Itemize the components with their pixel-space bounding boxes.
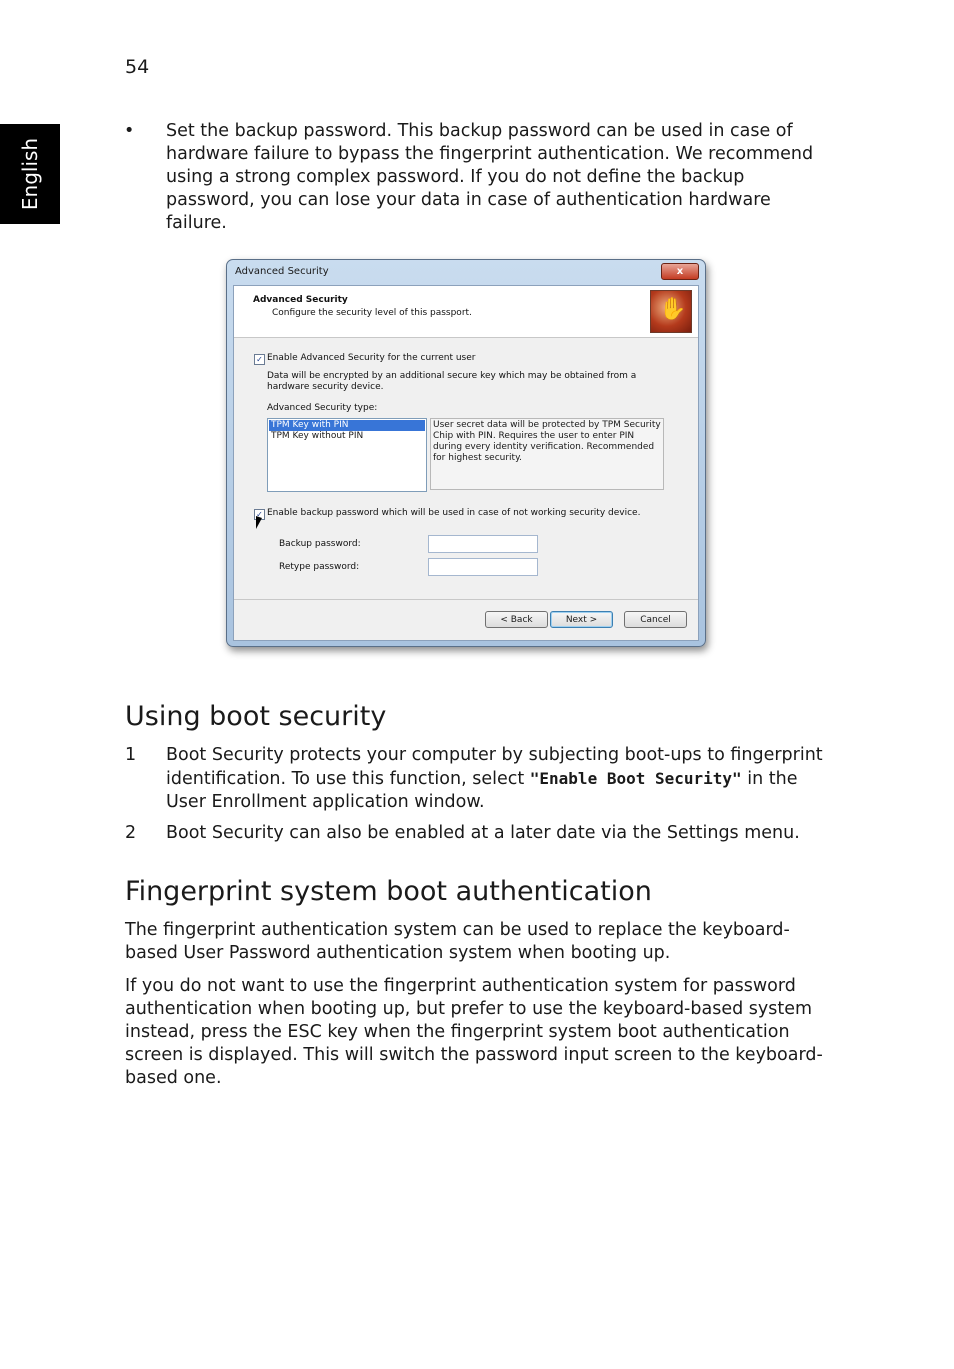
- fingerprint-paragraph-2: If you do not want to use the fingerprint authentication system for password authentication when booting up, but prefer to use the keyboard-based system instead, press the ESC key when the fingerprint system boot authentication screen is displayed. This will switch the password input screen to the keyboard-based one.: [125, 976, 823, 1088]
- boot-security-item-2: Boot Security can also be enabled at a later date via the Settings menu.: [166, 823, 800, 843]
- hand-icon: ✋: [659, 297, 687, 322]
- boot-security-heading: Using boot security: [125, 701, 387, 732]
- next-button[interactable]: Next >: [550, 611, 613, 628]
- mouse-pointer-icon: [256, 516, 262, 529]
- retype-password-label: Retype password:: [279, 562, 360, 572]
- fingerprint-paragraph-1: The fingerprint authentication system can be used to replace the keyboard-based User Password authentication system when booting up.: [125, 920, 790, 963]
- enable-advanced-checkbox[interactable]: [254, 354, 265, 365]
- list-item[interactable]: TPM Key with PIN: [269, 420, 425, 431]
- cancel-button[interactable]: Cancel: [624, 611, 687, 628]
- encryption-note: Data will be encrypted by an additional secure key which may be obtained from a hardware security device.: [267, 371, 637, 392]
- footer-divider: [234, 599, 698, 600]
- header-subtitle: Configure the security level of this passport.: [272, 308, 472, 318]
- security-type-label: Advanced Security type:: [267, 403, 378, 413]
- advanced-security-dialog: [226, 259, 706, 647]
- retype-password-input[interactable]: [428, 558, 538, 576]
- list-item[interactable]: TPM Key without PIN: [271, 431, 364, 441]
- page-number: 54: [125, 56, 150, 78]
- menu-option-reference: "Enable Boot Security": [529, 769, 742, 788]
- boot-security-item-1: [166, 744, 826, 814]
- fingerprint-boot-heading: Fingerprint system boot authentication: [125, 876, 652, 907]
- language-tab: [0, 124, 60, 224]
- bullet-text: Set the backup password. This backup password can be used in case of hardware failure to bypass the fingerprint authentication. We recommend using a strong complex password. If you do not define the backup password, you can lose your data in case of authentication hardware failure.: [166, 121, 814, 233]
- back-button[interactable]: < Back: [485, 611, 548, 628]
- close-icon: x: [676, 266, 684, 277]
- header-title: Advanced Security: [253, 295, 348, 305]
- backup-password-input[interactable]: [428, 535, 538, 553]
- list-number: 1: [125, 745, 137, 765]
- dialog-client-area: [233, 285, 699, 641]
- list-number: 2: [125, 823, 137, 843]
- security-type-description: User secret data will be protected by TPM Security Chip with PIN. Requires the user to enter PIN during every identity verification. Recommended for highest security.: [430, 418, 664, 490]
- enable-advanced-label: Enable Advanced Security for the current user: [267, 353, 476, 363]
- enable-backup-label: Enable backup password which will be used in case of not working security device.: [267, 508, 641, 518]
- item-text: Boot Security protects your computer by subjecting boot-ups to fingerprint identification. To use this function, select: [166, 745, 823, 789]
- language-tab-label: English: [18, 137, 42, 211]
- backup-password-label: Backup password:: [279, 539, 361, 549]
- checkmark-icon: ✓: [256, 510, 263, 519]
- close-button[interactable]: [661, 263, 699, 280]
- bullet-mark: •: [124, 121, 135, 141]
- dialog-title: Advanced Security: [235, 266, 329, 277]
- security-type-list[interactable]: [267, 418, 427, 492]
- dialog-header: [234, 286, 698, 338]
- item-text: in the User Enrollment application window.: [166, 769, 798, 812]
- fingerprint-logo-image: [650, 290, 692, 333]
- checkmark-icon: ✓: [256, 355, 263, 364]
